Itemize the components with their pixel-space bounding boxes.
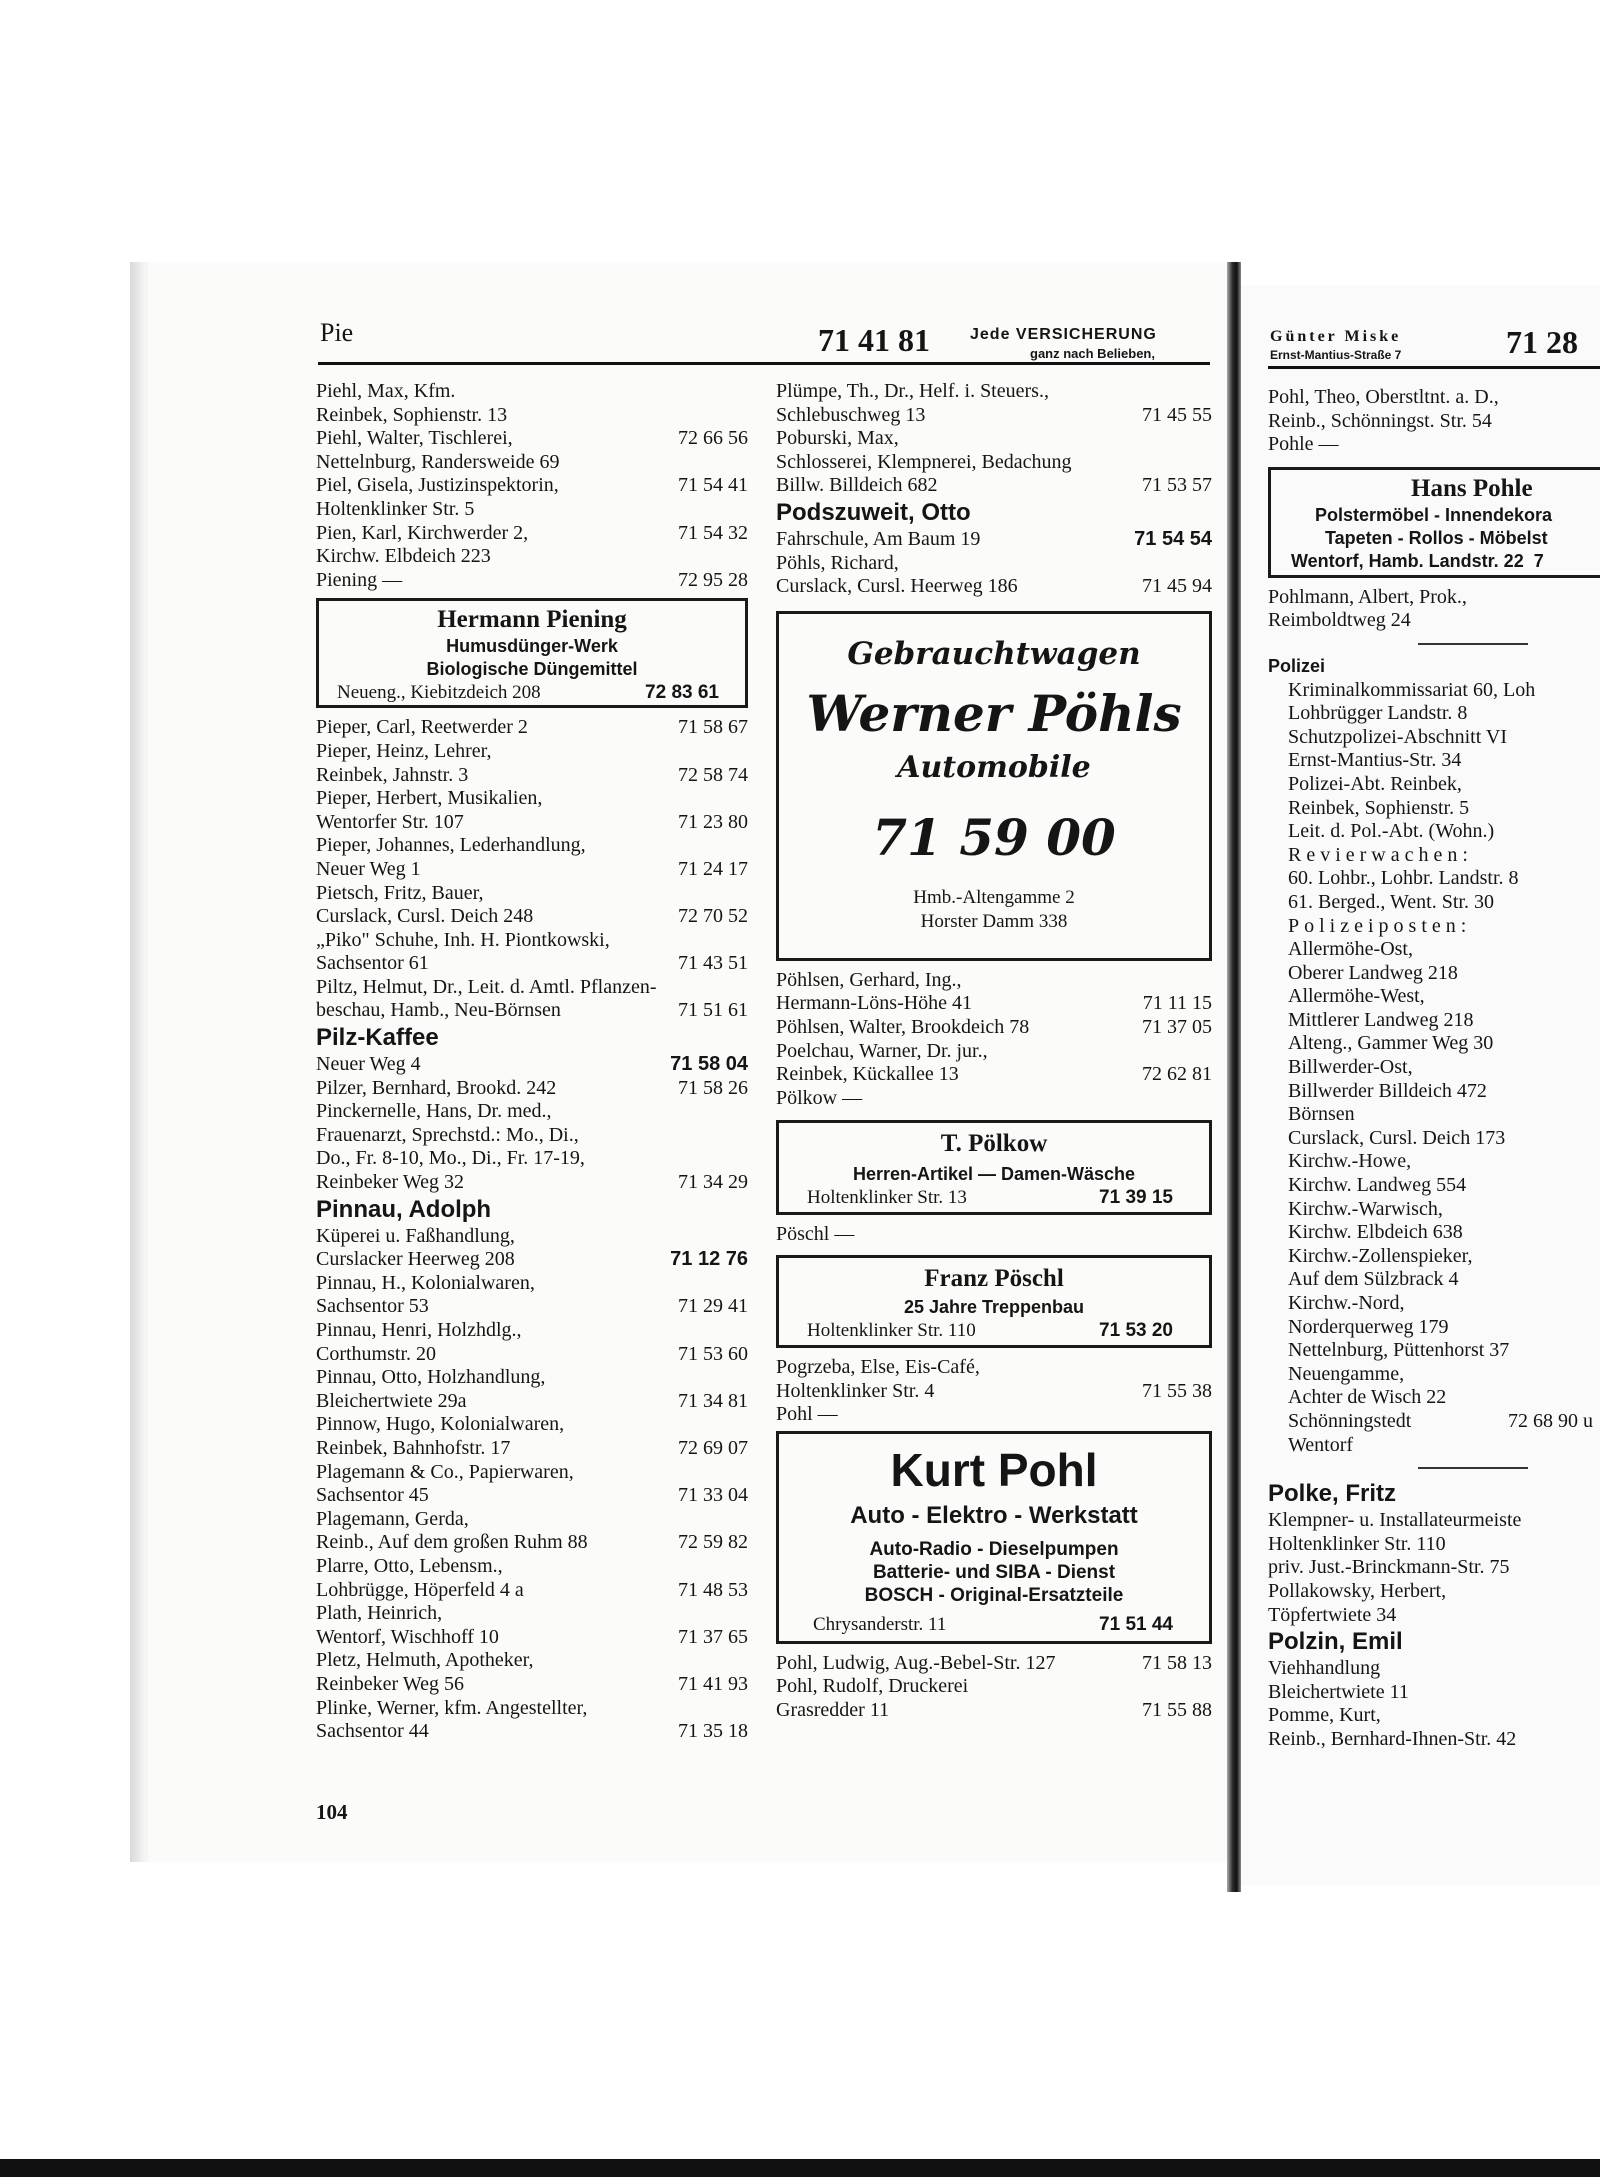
- list-item: Pletz, Helmuth, Apotheker, Reinbeker Weg 56 71 41 93: [316, 1649, 748, 1695]
- list-item: Piehl, Max, Kfm. Reinbek, Sophienstr. 13 72 66 56: [316, 380, 748, 450]
- list-item: Pinnau, H., Kolonialwaren, Sachsentor 53 71 29 41: [316, 1271, 748, 1318]
- list-item: Poburski, Max, Schlosserei, Klempnerei, Bedachung Billw. Billdeich 682 71 53 57: [776, 427, 1212, 497]
- list-item: Poelchau, Warner, Dr. jur., Reinbek, Kückallee 13 72 62 81: [776, 1039, 1212, 1086]
- list-item: Pilzer, Bernhard, Brookd. 242 71 58 26: [316, 1076, 748, 1099]
- list-item: Plath, Heinrich, Wentorf, Wischhoff 10 71 37 65: [316, 1602, 748, 1648]
- list-item-bold: Podszuweit, Otto Fahrschule, Am Baum 19 71 54 54: [776, 498, 1212, 550]
- header-ad-line2: ganz nach Belieben,: [1030, 346, 1155, 361]
- list-item-bold: Pilz-Kaffee Neuer Weg 4 71 58 04: [316, 1024, 748, 1076]
- subsection-title: Revierwachen:: [1288, 843, 1473, 866]
- list-item: Pieper, Herbert, Musikalien, Wentorfer Str. 107 71 23 80: [316, 787, 748, 833]
- ad-phone: 71 59 00: [872, 807, 1116, 867]
- list-item: Pieper, Carl, Reetwerder 2 71 58 67: [316, 716, 748, 739]
- section-title: Polizei: [1268, 655, 1326, 676]
- ad-subtitle: Automobile: [897, 749, 1091, 785]
- list-item-bold: Polzin, Emil Viehhandlung Bleichertwiete 11: [1268, 1628, 1409, 1703]
- ad-company-name: Werner Pöhls: [806, 683, 1182, 743]
- list-item: Plümpe, Th., Dr., Helf. i. Steuers., Schlebuschweg 13 71 45 55: [776, 380, 1212, 426]
- subsection-title: Polizeiposten:: [1288, 914, 1472, 937]
- divider: [1418, 643, 1528, 645]
- catchword: Pie: [320, 318, 354, 347]
- list-item: Plarre, Otto, Lebensm., Lohbrügge, Höperfeld 4 a 71 48 53: [316, 1554, 748, 1601]
- list-item: Pohl, Theo, Oberstltnt. a. D., Reinb., Schönningst. Str. 54: [1268, 386, 1499, 432]
- column-1: [316, 380, 748, 1744]
- cross-reference: Pöschl —: [776, 1223, 855, 1246]
- scan-border: [0, 2159, 1600, 2177]
- ad-box-werner-pohls: Gebrauchtwagen Werner Pöhls Automobile 71 59 00 Hmb.-Altengamme 2 Horster Damm 338: [776, 611, 1212, 961]
- list-item: Pien, Karl, Kirchwerder 2, Kirchw. Elbdeich 223 72 95 28: [316, 521, 748, 591]
- list-item: Plagemann & Co., Papierwaren, Sachsentor 45 71 33 04: [316, 1460, 748, 1507]
- next-header-ad-line1: Günter Miske: [1270, 328, 1402, 345]
- list-item: Pinnau, Otto, Holzhandlung, Bleichertwiete 29a 71 34 81: [316, 1366, 748, 1412]
- column-2: [776, 380, 1212, 1722]
- list-item: Pomme, Kurt, Reinb., Bernhard-Ihnen-Str. 42: [1268, 1704, 1517, 1750]
- header-rule: [318, 362, 1210, 365]
- list-item: Pogrzeba, Else, Eis-Café, Holtenklinker Str. 4 71 55 38: [776, 1355, 1212, 1402]
- cross-reference: Pölkow —: [776, 1086, 863, 1109]
- ad-box-piening: Hermann Piening Humusdünger-Werk Biologische Düngemittel Neueng., Kiebitzdeich 208 72 83 61: [316, 598, 748, 708]
- list-item-bold: Polke, Fritz Klempner- u. Installateurmeiste Holtenklinker Str. 110 priv. Just.-Brinckmann-Str. 75: [1268, 1480, 1522, 1579]
- next-header-phone: 71 28: [1506, 324, 1578, 360]
- cross-reference: Pohl —: [776, 1403, 838, 1426]
- ad-box-polkow: T. Pölkow Herren-Artikel — Damen-Wäsche Holtenklinker Str. 13 71 39 15: [776, 1120, 1212, 1215]
- list-item: Pöhls, Richard, Curslack, Cursl. Heerweg 186 71 45 94: [776, 551, 1212, 598]
- ad-company-name: Kurt Pohl: [890, 1443, 1098, 1496]
- list-item: Pohl, Ludwig, Aug.-Bebel-Str. 127 71 58 13: [776, 1651, 1212, 1674]
- list-item: „Piko" Schuhe, Inh. H. Piontkowski, Sachsentor 61 71 43 51: [316, 928, 748, 975]
- list-item: Plinke, Werner, kfm. Angestellter, Sachsentor 44 71 35 18: [316, 1696, 748, 1743]
- next-header-ad-line2: Ernst-Mantius-Straße 7: [1270, 348, 1402, 362]
- ad-box-kurt-pohl: Kurt Pohl Auto - Elektro - Werkstatt Auto-Radio - Dieselpumpen Batterie- und SIBA - Dienst BOSCH - Original-Ersatzteile Chrysanderstr. 11 71 51 44: [776, 1431, 1212, 1644]
- list-item: Pollakowsky, Herbert, Töpfertwiete 34: [1268, 1579, 1447, 1626]
- list-item: Pohl, Rudolf, Druckerei Grasredder 11 71 55 88: [776, 1675, 1212, 1721]
- page-number: 104: [316, 1800, 348, 1824]
- list-item: Pinnow, Hugo, Kolonialwaren, Reinbek, Bahnhofstr. 17 72 69 07: [316, 1413, 748, 1459]
- list-item: Pohlmann, Albert, Prok., Reimboldtweg 24: [1268, 585, 1467, 632]
- header-phone: 71 41 81: [818, 322, 930, 358]
- list-item: Pinnau, Henri, Holzhdlg., Corthumstr. 20 71 53 60: [316, 1319, 748, 1365]
- ad-box-hans-pohle: Hans Pohle Polstermöbel - Innendekora Tapeten - Rollos - Möbelst Wentorf, Hamb. Landstr. 22 7: [1268, 467, 1600, 578]
- list-item: Pieper, Heinz, Lehrer, Reinbek, Jahnstr. 3 72 58 74: [316, 739, 748, 786]
- list-item: Plagemann, Gerda, Reinb., Auf dem großen Ruhm 88 72 59 82: [316, 1507, 748, 1554]
- divider: [1418, 1467, 1528, 1469]
- list-item: Piehl, Walter, Tischlerei, Nettelnburg, Randersweide 69 71 54 41: [316, 427, 748, 497]
- ad-heading: Gebrauchtwagen: [847, 635, 1141, 672]
- cross-reference: Pohle —: [1268, 433, 1339, 456]
- header-ad-line1: Jede VERSICHERUNG: [970, 326, 1157, 343]
- list-item: Pöhlsen, Walter, Brookdeich 78 71 37 05: [776, 1015, 1212, 1038]
- ad-box-poschl: Franz Pöschl 25 Jahre Treppenbau Holtenklinker Str. 110 71 53 20: [776, 1255, 1212, 1348]
- ad-title: Hermann Piening: [437, 606, 627, 634]
- list-item: Pietsch, Fritz, Bauer, Curslack, Cursl. Deich 248 72 70 52: [316, 881, 748, 928]
- book-gutter: [1227, 262, 1241, 1892]
- list-item: Piel, Gisela, Justizinspektorin, Holtenklinker Str. 5 71 54 32: [316, 474, 748, 544]
- list-item: Pöhlsen, Gerhard, Ing., Hermann-Löns-Höhe 41 71 11 15: [776, 968, 1212, 1015]
- list-item: Piltz, Helmut, Dr., Leit. d. Amtl. Pflanzen- beschau, Hamb., Neu-Börnsen 71 51 61: [316, 975, 748, 1022]
- cross-reference: Piening —: [316, 568, 403, 591]
- list-item: Pieper, Johannes, Lederhandlung, Neuer Weg 1 71 24 17: [316, 834, 748, 880]
- list-item: Pinckernelle, Hans, Dr. med., Frauenarzt, Sprechstd.: Mo., Di., Do., Fr. 8-10, Mo., Di., Fr. 17-19, Reinbeker Weg 32 71 34 29: [316, 1100, 748, 1194]
- next-header-rule: [1268, 366, 1600, 369]
- column-3: Pohl, Theo, Oberstltnt. a. D., Reinb., Schönningst. Str. 54 Pohle — Hans Pohle Polstermöbel - Innendekora Tapeten - Rollos - Möbelst Wentorf, Hamb. Landstr. 22 7 Pohlmann, Albert, Prok., Reimboldtweg 24 Polizei Kriminalkommissariat 60, Loh Lohbrügger Landstr. 8 Schutzpolizei-Abschnitt VI Ernst-Mantius-Str. 34 Polizei-Abt. Reinbek, Reinbek, Sophienstr. 5 Leit. d. Pol.-Abt. (Wohn.) Revierwachen: 60. Lohbr., Lohbr. Landstr. 8 61. Berged., Went. Str. 30 Polizeiposten: Allermöhe-Ost, Oberer Landweg 218 Allermöhe-West, Mittlerer Landweg 218 Alteng., Gammer Weg 30 Billwerder-Ost, Billwerder Billdeich 472 Börnsen Curslack, Cursl. Deich 173 Kirchw.-Howe, Kirchw. Landweg 554 Kirchw.-Warwisch, Kirchw. Elbdeich 638 Kirchw.-Zollenspieker, Auf dem Sülzbrack 4 Kirchw.-Nord, Norderquerweg 179 Nettelnburg, Püttenhorst 37 Neuengamme, Achter de Wisch 22 Schönningstedt 72 68 90 u Wentorf Polke, Fritz Klempner- u. Installateurmeiste Holtenklinker Str. 110 priv. Just.-Brinckmann-Str. 75 Pollakowsky, Herbert, Töpfertwiete 34 Polzin, Emil Viehhandlung Bleichertwiete 11 Pomme, Kurt, Reinb., Bernhard-Ihnen-Str. 42: [1268, 386, 1600, 1806]
- list-item-bold: Pinnau, Adolph Küperei u. Faßhandlung, Curslacker Heerweg 208 71 12 76: [316, 1195, 748, 1271]
